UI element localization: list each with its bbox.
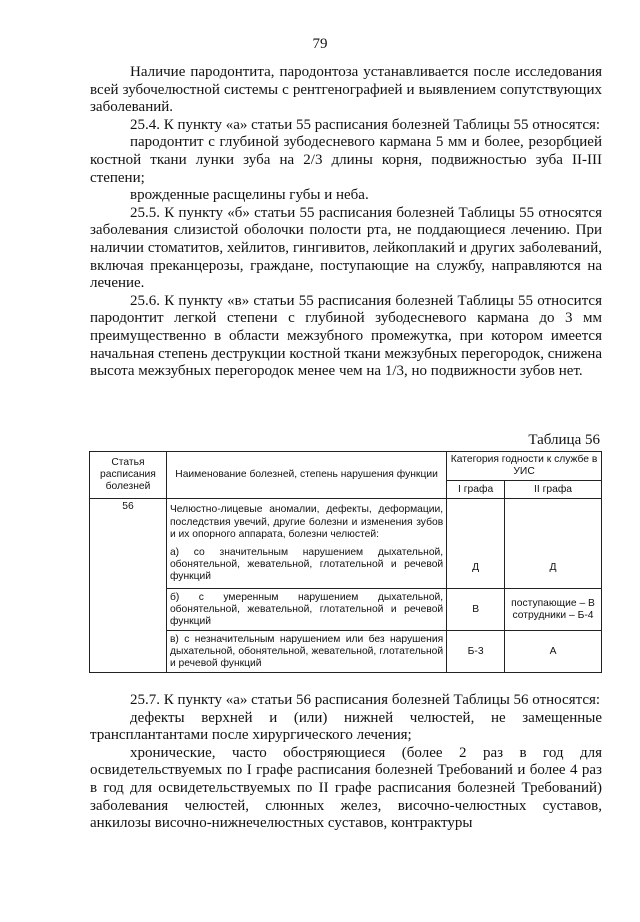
table-intro-text: Челюстно-лицевые аномалии, дефекты, деформации, последствия увечий, другие болезни и изменения зубов и их опорного аппарата, болезни челюстей: bbox=[169, 504, 444, 540]
paragraph-parodontitis-note: Наличие пародонтита, пародонтоза устанавливается после исследования всей зубочелюстной системы с рентгенографией и выявлением сопутствующих заболеваний. bbox=[90, 64, 602, 116]
header-col-2: II графа bbox=[505, 481, 602, 499]
header-article: Статья расписания болезней bbox=[90, 452, 167, 499]
header-category: Категория годности к службе в УИС bbox=[447, 452, 602, 481]
table-caption: Таблица 56 bbox=[528, 432, 600, 448]
paragraph-25-7: 25.7. К пункту «а» статьи 56 расписания болезней Таблицы 56 относятся: bbox=[130, 692, 601, 708]
paragraph-25-7-item-2: хронические, часто обостряющиеся (более 2 раз в год для освидетельствуемых по I графе расписания болезней Требований и более 4 раз в год для освидетельствуемых по II графе расписания болезней Требований) заболевания челюстей, слюнных желез, височно-челюстных суставов, анкилозы височно-нижнечелюстных суставов, контрактуры bbox=[90, 744, 602, 832]
paragraph-25-4-item-2: врожденные расщелины губы и неба. bbox=[130, 187, 369, 204]
paragraph-25-5: 25.5. К пункту «б» статьи 55 расписания болезней Таблицы 55 относятся заболевания слизистой оболочки полости рта, не поддающиеся лечению. При наличии стоматитов, хейлитов, гингивитов, лейкоплакий и других заболеваний, включая преканцерозы, граждане, поступающие на службу, направляются на лечение. bbox=[90, 204, 602, 292]
paragraph-25-7-item-1: дефекты верхней и (или) нижней челюстей, не замещенные трансплантантами после хирургического лечения; bbox=[90, 709, 602, 744]
row-c-col-2: А bbox=[505, 631, 602, 673]
row-a-col-2: Д bbox=[505, 499, 602, 589]
table-row bbox=[166, 499, 446, 589]
row-b-text: б) с умеренным нарушением дыхательной, обонятельной, жевательной, глотательной и речевой функций bbox=[166, 589, 446, 631]
row-a-text: а) со значительным нарушением дыхательной, обонятельной, жевательной, глотательной и речевой функций bbox=[169, 546, 444, 583]
top-text-block bbox=[90, 64, 602, 381]
row-b-col-2: поступающие – В сотрудники – Б-4 bbox=[505, 589, 602, 631]
disease-table bbox=[89, 451, 602, 673]
article-number: 56 bbox=[90, 499, 167, 673]
header-col-1: I графа bbox=[447, 481, 505, 499]
row-b-col-1: В bbox=[447, 589, 505, 631]
paragraph-25-4: 25.4. К пункту «а» статьи 55 расписания болезней Таблицы 55 относятся: bbox=[130, 116, 601, 133]
bottom-text-block bbox=[90, 692, 602, 833]
page-number: 79 bbox=[312, 36, 328, 52]
paragraph-25-4-item-1: пародонтит с глубиной зубодесневого кармана 5 мм и более, резорбцией костной ткани лунки зуба на 2/3 длины корня, подвижностью зуба II-III степени; bbox=[90, 134, 602, 186]
paragraph-25-6: 25.6. К пункту «в» статьи 55 расписания болезней Таблицы 55 относится пародонтит легкой степени с глубиной зубодесневого кармана до 3 мм преимущественно в области межзубного промежутка, при котором имеется начальная степень деструкции костной ткани межзубных перегородок, снижена высота межзубных перегородок менее чем на 1/3, но подвижности зубов нет. bbox=[90, 292, 602, 380]
row-c-col-1: Б-3 bbox=[447, 631, 505, 673]
row-c-text: в) с незначительным нарушением или без нарушения дыхательной, обонятельной, жевательной, глотательной и речевой функций bbox=[166, 631, 446, 673]
row-a-col-1: Д bbox=[447, 499, 505, 589]
header-name: Наименование болезней, степень нарушения функции bbox=[166, 452, 446, 499]
